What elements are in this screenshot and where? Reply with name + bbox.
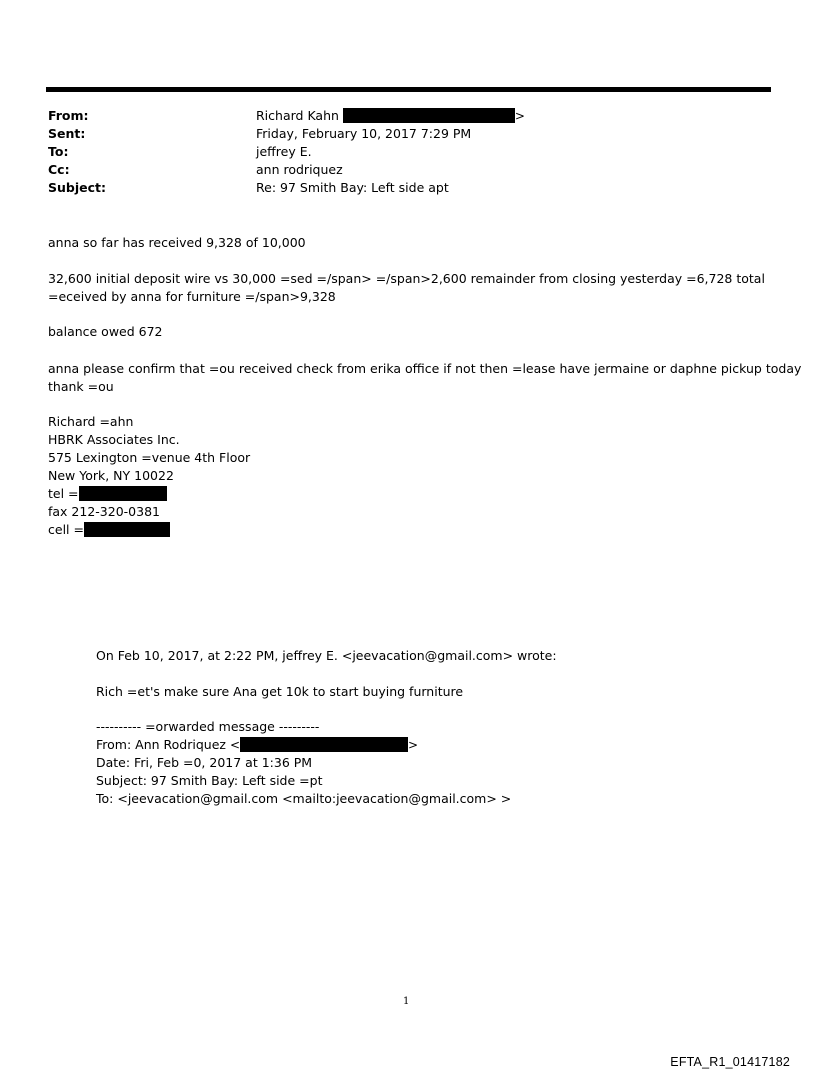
signature-name: Richard =ahn xyxy=(48,414,134,429)
signature-address-1: 575 Lexington =venue 4th Floor xyxy=(48,450,251,465)
from-value xyxy=(256,107,525,125)
subject-label: Subject: xyxy=(48,180,106,195)
header-rule xyxy=(46,87,771,92)
body-paragraph-2-line-1: 32,600 initial deposit wire vs 30,000 =sed =/span> =/span>2,600 remainder from closing yesterday =6,728 total xyxy=(48,271,765,286)
forwarded-to: To: <jeevacation@gmail.com <mailto:jeevacation@gmail.com> > xyxy=(96,791,512,806)
forwarded-subject: Subject: 97 Smith Bay: Left side =pt xyxy=(96,773,323,788)
signature-cell-label: cell = xyxy=(48,522,84,537)
body-paragraph-4-line-2: thank =ou xyxy=(48,379,114,394)
page-number: 1 xyxy=(403,996,410,1007)
quoted-message: Rich =et's make sure Ana get 10k to start buying furniture xyxy=(96,684,464,699)
subject-value: Re: 97 Smith Bay: Left side apt xyxy=(256,180,449,195)
angle-bracket: > xyxy=(514,109,525,123)
signature-cell xyxy=(48,521,170,539)
from-label: From: xyxy=(48,108,89,123)
angle-bracket: > xyxy=(408,738,419,752)
redaction-box xyxy=(240,737,408,752)
body-paragraph-1: anna so far has received 9,328 of 10,000 xyxy=(48,235,306,250)
body-paragraph-3: balance owed 672 xyxy=(48,324,163,339)
body-paragraph-4-line-1: anna please confirm that =ou received check from erika office if not then =lease have jermaine or daphne pickup today xyxy=(48,361,802,376)
signature-tel xyxy=(48,485,167,503)
forwarded-header: ---------- =orwarded message --------- xyxy=(96,719,320,734)
sent-value: Friday, February 10, 2017 7:29 PM xyxy=(256,126,472,141)
forwarded-from xyxy=(96,736,418,754)
sent-label: Sent: xyxy=(48,126,86,141)
signature-company: HBRK Associates Inc. xyxy=(48,432,180,447)
body-paragraph-2-line-2: =eceived by anna for furniture =/span>9,328 xyxy=(48,289,336,304)
angle-bracket: < xyxy=(229,738,240,752)
to-label: To: xyxy=(48,144,69,159)
signature-address-2: New York, NY 10022 xyxy=(48,468,174,483)
redaction-box xyxy=(343,108,515,123)
forwarded-from-text: From: Ann Rodriquez xyxy=(96,737,226,752)
cc-label: Cc: xyxy=(48,162,70,177)
signature-tel-label: tel = xyxy=(48,486,79,501)
redaction-box xyxy=(79,486,167,501)
from-name: Richard Kahn xyxy=(256,108,339,123)
signature-fax: fax 212-320-0381 xyxy=(48,504,160,519)
forwarded-date: Date: Fri, Feb =0, 2017 at 1:36 PM xyxy=(96,755,313,770)
redaction-box xyxy=(84,522,170,537)
cc-value: ann rodriquez xyxy=(256,162,343,177)
document-id: EFTA_R1_01417182 xyxy=(670,1055,790,1069)
to-value: jeffrey E. xyxy=(256,144,312,159)
quoted-wrote-line: On Feb 10, 2017, at 2:22 PM, jeffrey E. <jeevacation@gmail.com> wrote: xyxy=(96,648,557,663)
